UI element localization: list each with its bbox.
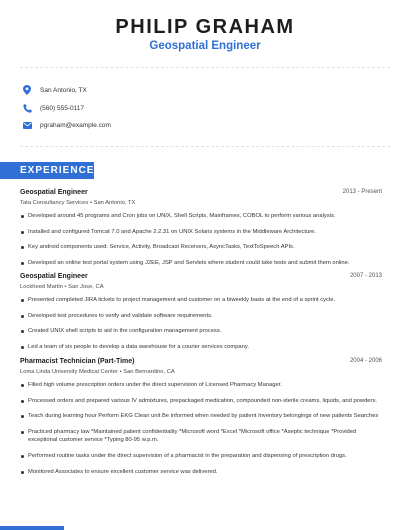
phone-icon <box>22 103 32 113</box>
job-bullets <box>20 381 382 476</box>
job-bullet: Key android components used: Service, Activity, Broadcast Receivers, AsyncTasks, TextToSpeech APIs. <box>20 243 382 251</box>
separator-dot: • <box>119 369 124 375</box>
job-company-line <box>20 200 382 209</box>
section-heading-experience: EXPERIENCE <box>0 162 94 179</box>
job-bullet: Practiced pharmacy law *Maintained patient confidentiality *Microsoft word *Excel *Microsoft office *Aseptic technique *Provided exceptional customer service *Typing 80-95 w.p.m. <box>20 428 382 444</box>
contact-divider <box>20 146 390 147</box>
job-bullet: Processed orders and prepared various IV admixtures, prepackaged medication, compounded non-sterile creams, liquids, and powders. <box>20 397 382 405</box>
contact-email[interactable] <box>22 118 111 132</box>
location-text: San Antonio, TX <box>40 86 87 94</box>
location-pin-icon <box>22 85 32 95</box>
job-title: Pharmacist Technician (Part-Time) <box>20 358 135 365</box>
job-title: Geospatial Engineer <box>20 189 88 196</box>
phone-text: (560) 555-0117 <box>40 104 84 112</box>
job-dates: 2007 - 2013 <box>349 273 382 279</box>
job-company: Tata Consultancy Services <box>20 200 89 206</box>
contact-location <box>22 83 87 97</box>
envelope-icon <box>22 120 32 130</box>
job-bullet: Developed an online test portal system using J2EE, JSP and Servlets where student could take tests and submit them online. <box>20 259 382 267</box>
next-section-band <box>0 526 64 530</box>
header-divider <box>20 67 390 68</box>
contact-phone <box>22 101 84 115</box>
job-entry <box>20 189 382 267</box>
job-entry <box>20 358 382 476</box>
job-company: Lockheed Martin <box>20 284 63 290</box>
job-title: Geospatial Engineer <box>20 273 88 280</box>
job-bullet: Developed around 45 programs and Cron jobs on UNIX, Shell Scripts, Mainframes, COBOL to perform various analysis. <box>20 212 382 220</box>
job-bullet: Teach during learning hour Perform EKG Clean unit Be informed when needed by patient Inventory belongings of new patients Searches <box>20 412 382 420</box>
job-location: San Antonio, TX <box>93 200 136 206</box>
email-text[interactable]: pgraham@example.com <box>40 121 111 129</box>
job-bullets <box>20 212 382 267</box>
job-bullet: Installed and configured Tomcat 7.0 and Apache 2.2.31 on UNIX Solaris systems in the Middleware Architecture. <box>20 228 382 236</box>
job-company: Loma Linda University Medical Center <box>20 369 118 375</box>
job-bullet: Developed test procedures to verify and validate software requirements. <box>20 312 382 320</box>
job-dates: 2004 - 2006 <box>349 358 382 364</box>
job-bullet: Filled high volume prescription orders under the direct supervision of Licensed Pharmacy Manager. <box>20 381 382 389</box>
job-dates: 2013 - Present <box>342 189 382 195</box>
candidate-title: Geospatial Engineer <box>149 40 261 52</box>
separator-dot: • <box>89 200 94 206</box>
job-bullet: Presented completed JIRA tickets to project management and customer on a biweekly basis at the end of a sprint cycle. <box>20 296 382 304</box>
job-company-line <box>20 369 382 378</box>
job-bullet: Monitored Associates to ensure excellent customer service was delivered. <box>20 468 382 476</box>
job-location: San Bernardino, CA <box>123 369 175 375</box>
job-bullet: Created UNIX shell scripts to aid in the configuration management process. <box>20 327 382 335</box>
separator-dot: • <box>64 284 69 290</box>
job-bullet: Performed routine tasks under the direct supervision of a pharmacist in the preparation and dispensing of prescription drugs. <box>20 452 382 460</box>
candidate-name: PHILIP GRAHAM <box>115 16 295 38</box>
job-bullets <box>20 296 382 351</box>
job-entry <box>20 273 382 351</box>
job-company-line <box>20 284 382 293</box>
job-bullet: Led a team of six people to develop a data warehouse for a courier services company. <box>20 343 382 351</box>
job-location: San Jose, CA <box>68 284 104 290</box>
